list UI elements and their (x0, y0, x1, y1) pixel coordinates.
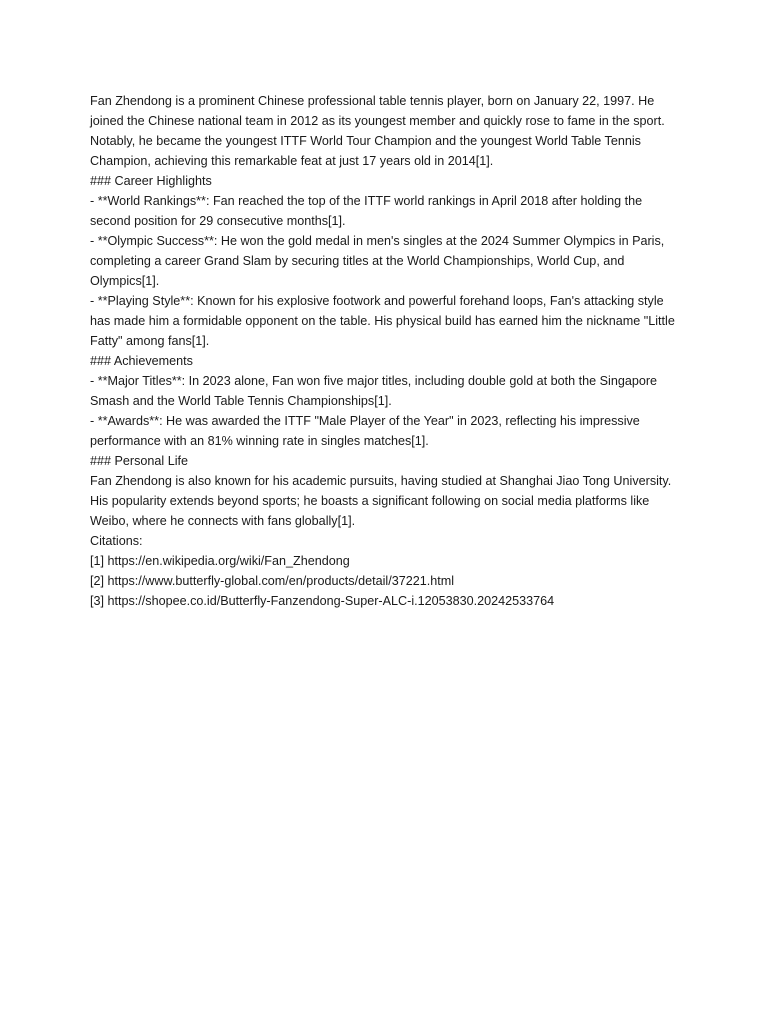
citation-1: [1] https://en.wikipedia.org/wiki/Fan_Zhendong (90, 554, 350, 568)
career-highlights-heading: ### Career Highlights (90, 174, 212, 188)
personal-life-paragraph: Fan Zhendong is also known for his academic pursuits, having studied at Shanghai Jiao Tong University. His popularity extends beyond sports; he boasts a significant following on social media platforms like Weibo, where he connects with fans globally[1]. (90, 474, 672, 528)
achievement-item-awards: - **Awards**: He was awarded the ITTF "Male Player of the Year" in 2023, reflecting his impressive performance with an 81% winning rate in singles matches[1]. (90, 414, 640, 448)
achievements-heading: ### Achievements (90, 354, 193, 368)
document-body (90, 91, 682, 611)
personal-life-heading: ### Personal Life (90, 454, 189, 468)
career-item-world-rankings: - **World Rankings**: Fan reached the top of the ITTF world rankings in April 2018 after holding the second position for 29 consecutive months[1]. (90, 194, 643, 228)
citation-2: [2] https://www.butterfly-global.com/en/products/detail/37221.html (90, 574, 455, 588)
citations-heading: Citations: (90, 534, 143, 548)
career-item-olympic-success: - **Olympic Success**: He won the gold medal in men's singles at the 2024 Summer Olympics in Paris, completing a career Grand Slam by securing titles at the World Championships, World Cup, and Olympics[1]. (90, 234, 665, 288)
career-item-playing-style: - **Playing Style**: Known for his explosive footwork and powerful forehand loops, Fan's attacking style has made him a formidable opponent on the table. His physical build has earned him the nickname "Little Fatty" among fans[1]. (90, 294, 675, 348)
achievement-item-major-titles: - **Major Titles**: In 2023 alone, Fan won five major titles, including double gold at both the Singapore Smash and the World Table Tennis Championships[1]. (90, 374, 658, 408)
intro-paragraph: Fan Zhendong is a prominent Chinese professional table tennis player, born on January 22, 1997. He joined the Chinese national team in 2012 as its youngest member and quickly rose to fame in the sport. Notably, he became the youngest ITTF World Tour Champion and the youngest World Table Tennis Champion, achieving this remarkable feat at just 17 years old in 2014[1]. (90, 94, 665, 168)
citation-3: [3] https://shopee.co.id/Butterfly-Fanzendong-Super-ALC-i.12053830.20242533764 (90, 594, 555, 608)
